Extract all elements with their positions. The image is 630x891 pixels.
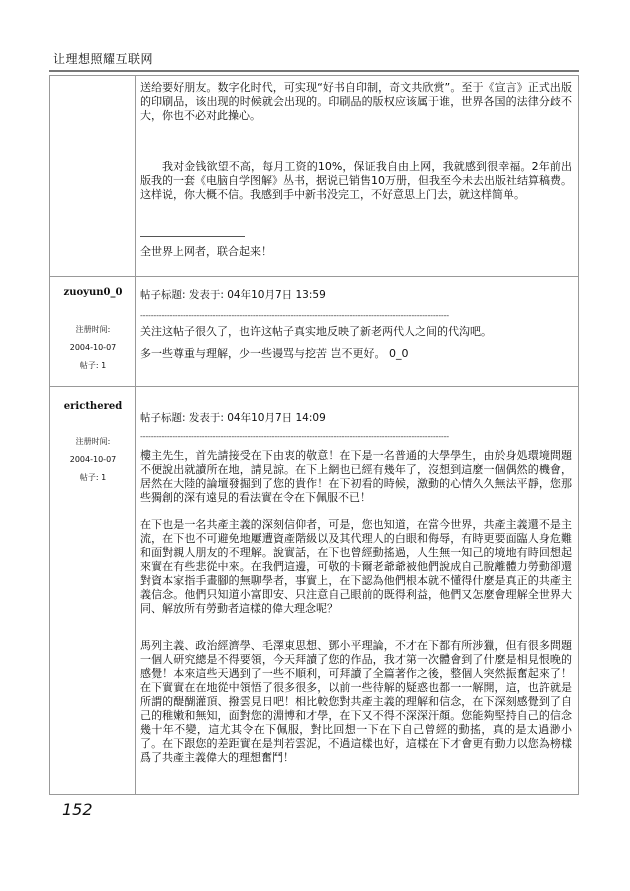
page-header: 让理想照耀互联网	[53, 52, 154, 66]
post-divider: -------------------------------------------------------------------------------------------------------------------	[140, 311, 449, 320]
post-paragraph: 在下也是一名共產主義的深刻信仰者，可是，您也知道，在當今世界，共產主義還不是主流，在下也不可避免地屢遭資產階級以及其代理人的白眼和侮辱，有時更要面臨人身危難和面對親人朋友的不理解。說實話，在下也曾經動搖過，人生無一知己的境地有時回想起來實在有些悲從中來。在我們這邊，可敬的卡爾老爺爺被他們說成自己脫離體力勞動卻還對資本家指手畫腳的無聊學者，事實上，在下認為他們根本就不懂得什麼是真正的共產主義信念。他們只知道小富即安、只注意自己眼前的既得利益，他們又怎麼會理解全世界大同、解放所有勞動者這樣的偉大理念呢？	[140, 518, 572, 615]
post-paragraph: 关注这帖子很久了，也许这帖子真实地反映了新老两代人之间的代沟吧。	[140, 325, 492, 338]
post-body-cell	[140, 277, 572, 386]
post-body-cell	[140, 76, 572, 276]
header-rule	[49, 70, 579, 72]
post-paragraph: 樓主先生，首先請接受在下由衷的敬意！在下是一名普通的大學學生，由於身処環境問題不便說出就讀所在地，請見諒。在下上網也已經有幾年了，沒想到這麼一個偶然的機會，居然在大陸的論壇發掘到了您的貴作！在下初看的時候，激動的心情久久無法平靜，您那些獨創的深有遠見的看法實在令在下佩服不已！	[140, 449, 572, 504]
post-author-cell	[50, 76, 136, 276]
post-author-cell	[50, 387, 136, 794]
post-author-name[interactable]: ericthered	[63, 401, 123, 412]
post-paragraph: 我对金钱欲望不高，每月工资的10%，保证我自由上网，我就感到很幸福。2年前出版我的一套《电脑自学图解》丛书，据说已销售10万册，但我至今未去出版社结算稿费。这样说，你大概不信。我感到手中新书没完工，不好意思上门去，就这样简单。	[140, 160, 572, 201]
signature-divider	[140, 236, 245, 237]
author-reg-date: 2004-10-07	[69, 343, 117, 352]
post-divider: -------------------------------------------------------------------------------------------------------------------	[140, 432, 449, 441]
author-reg-date: 2004-10-07	[69, 455, 117, 464]
post-row	[50, 387, 578, 794]
author-post-count: 帖子: 1	[79, 473, 107, 482]
post-row-continuation	[50, 76, 578, 277]
post-author-name[interactable]: zuoyun0_0	[63, 287, 123, 298]
forum-thread-table	[49, 75, 579, 795]
post-author-cell	[50, 277, 136, 386]
post-paragraph: 送给要好朋友。数字化时代，可实现“好书自印制，奇文共欣赏”。至于《宣言》正式出版的印刷品，该出现的时候就会出现的。印刷品的版权应该属于谁，世界各国的法律分歧不大，你也不必对此操心。	[140, 81, 572, 122]
author-reg-label: 注册时间:	[75, 437, 111, 446]
post-row	[50, 277, 578, 387]
post-paragraph: 馬列主義、政治經濟學、毛澤東思想、鄧小平理論，不才在下都有所涉獵，但有很多問題一個人研究總是不得要領，今天拜讀了您的作品，我才第一次體會到了什麼是相見恨晚的感覺！本來這些天遇到了一些不順利，可拜讀了全篇著作之後，整個人突然振奮起來了！在下實實在在地從中領悟了很多很多，以前一些待解的疑惑也都一一解開，這，也許就是所謂的醍醐灌頂、撥雲見日吧！相比較您對共產主義的理解和信念，在下深刻感覺到了自己的稚嫩和無知，面對您的淵博和才學，在下又不得不深深汗顏。您能夠堅持自己的信念幾十年不變，這尤其令在下佩服，對比回想一下在下自己曾經的動搖，真的是太過渺小了。在下跟您的差距實在是判若雲泥，不過這樣也好，這樣在下才會更有動力以您為榜樣爲了共產主義偉大的理想奮鬥！	[140, 639, 572, 764]
page-number: 152	[62, 800, 93, 819]
post-signature: 全世界上网者，联合起来！	[140, 245, 272, 258]
post-subject: 帖子标题: 发表于: 04年10月7日 13:59	[140, 289, 326, 301]
author-post-count: 帖子: 1	[79, 361, 107, 370]
post-paragraph: 多一些尊重与理解，少一些谩骂与挖苦 岂不更好。 0_0	[140, 347, 409, 360]
post-subject: 帖子标题: 发表于: 04年10月7日 14:09	[140, 412, 326, 424]
author-reg-label: 注册时间:	[75, 325, 111, 334]
post-body-cell	[140, 387, 572, 794]
